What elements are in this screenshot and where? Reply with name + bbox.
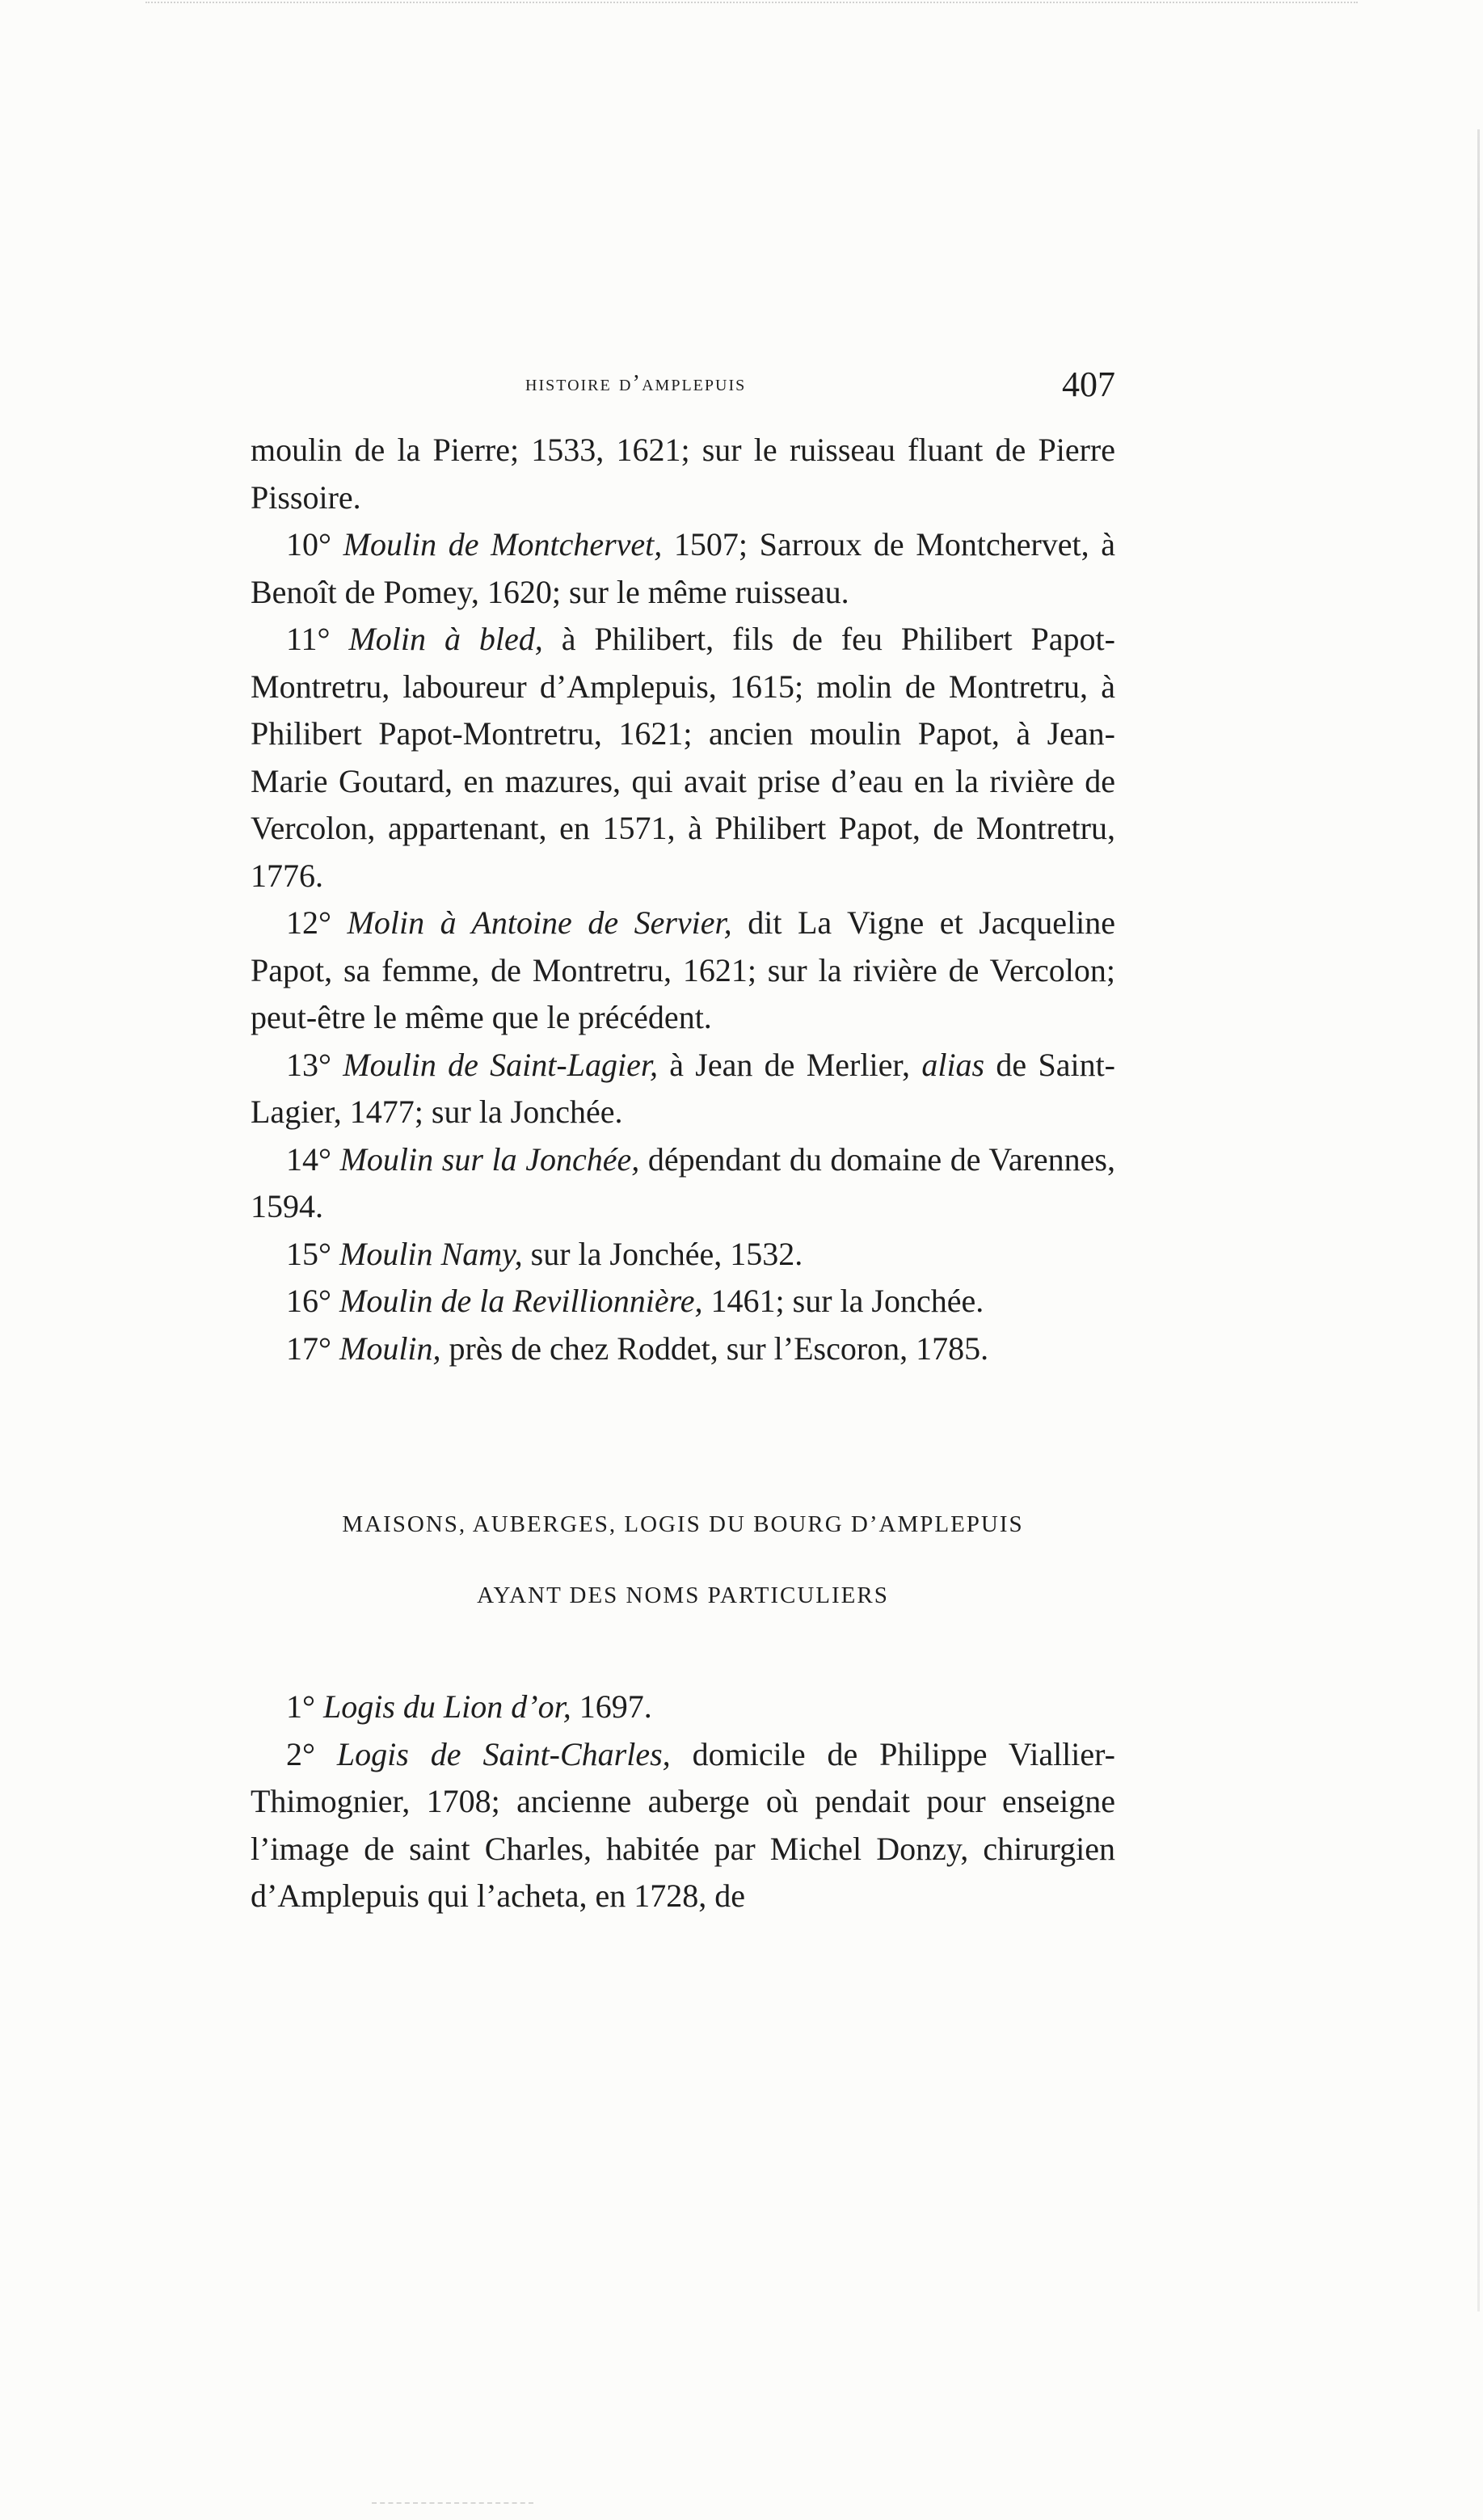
paragraph-item-11: 11° Molin à bled, à Philibert, fils de feu Philibert Papot-Montretru, laboureur d’Amplepuis, 1615; molin de Montretru, à Philibert Papot-Montretru, 1621; ancien moulin Papot, à Jean-Marie Goutard, en mazures, qui avait prise d’eau en la rivière de Vercolon, appartenant, en 1571, à Philibert Papot, de Montretru, 1776.	[251, 621, 1115, 894]
paragraph-item-14: 14° Moulin sur la Jonchée, dépendant du domaine de Varennes, 1594.	[251, 1140, 1115, 1224]
paragraph-house-1: 1° Logis du Lion d’or, 1697.	[286, 1688, 652, 1725]
body-text-houses	[251, 1684, 1115, 1920]
section-subheading: AYANT DES NOMS PARTICULIERS	[477, 1582, 889, 1608]
paragraph-item-12: 12° Molin à Antoine de Servier, dit La Vigne et Jacqueline Papot, sa femme, de Montretru, 1621; sur la rivière de Vercolon; peut-être le même que le précédent.	[251, 904, 1116, 1035]
scan-bottom-edge	[372, 2502, 533, 2505]
body-text-mills	[251, 427, 1115, 1372]
running-title: histoire d’amplepuis	[525, 370, 747, 396]
running-head	[251, 365, 1115, 409]
scan-top-edge	[145, 2, 1358, 5]
page-number: 407	[1062, 365, 1115, 404]
scan-page-edge	[1477, 129, 1480, 2311]
paragraph-item-15: 15° Moulin Namy, sur la Jonchée, 1532.	[286, 1235, 803, 1272]
paragraph-item-17: 17° Moulin, près de chez Roddet, sur l’Escoron, 1785.	[286, 1330, 989, 1367]
paragraph-item-10: 10° Moulin de Montchervet, 1507; Sarroux de Montchervet, à Benoît de Pomey, 1620; sur le même ruisseau.	[251, 526, 1116, 610]
paragraph-item-13: 13° Moulin de Saint-Lagier, à Jean de Merlier, alias de Saint-Lagier, 1477; sur la Jonchée.	[251, 1046, 1116, 1130]
paragraph-continuation: moulin de la Pierre; 1533, 1621; sur le ruisseau fluant de Pierre Pissoire.	[251, 432, 1115, 516]
section-heading: MAISONS, AUBERGES, LOGIS DU BOURG D’AMPLEPUIS	[342, 1511, 1024, 1537]
paragraph-house-2: 2° Logis de Saint-Charles, domicile de Philippe Viallier-Thimognier, 1708; ancienne auberge où pendait pour enseigne l’image de saint Charles, habitée par Michel Donzy, chirurgien d’Amplepuis qui l’acheta, en 1728, de	[251, 1735, 1116, 1914]
paragraph-item-16: 16° Moulin de la Revillionnière, 1461; sur la Jonchée.	[286, 1283, 984, 1319]
